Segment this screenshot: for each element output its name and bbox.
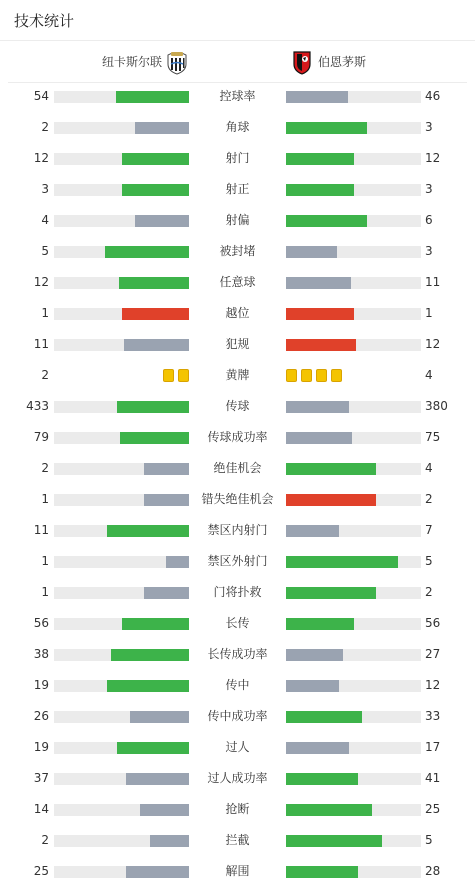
home-stat-bar-fill: [119, 277, 189, 289]
home-stat-bar-fill: [122, 308, 190, 320]
away-stat-bar: [286, 804, 421, 816]
home-value: 2: [41, 120, 49, 134]
stat-row: [0, 546, 475, 577]
away-stat-bar: [286, 184, 421, 196]
home-stat-bar: [54, 215, 189, 227]
stat-row: [0, 794, 475, 825]
away-value: 6: [425, 213, 433, 227]
home-value: 1: [41, 492, 49, 506]
away-value: 56: [425, 616, 441, 630]
away-stat-bar-fill: [286, 680, 339, 692]
yellow-card-icon: [316, 369, 327, 382]
page-title: 技术统计: [14, 11, 75, 30]
yellow-card-icon: [286, 369, 297, 382]
stat-label: 射门: [225, 151, 250, 165]
yellow-card-icon: [301, 369, 312, 382]
away-value: 3: [425, 182, 433, 196]
away-stat-bar-fill: [286, 122, 367, 134]
away-stat-bar-fill: [286, 835, 382, 847]
yellow-card-icon: [331, 369, 342, 382]
away-stat-bar-fill: [286, 184, 354, 196]
away-team[interactable]: [291, 41, 366, 82]
home-stat-bar: [54, 835, 189, 847]
stat-row: [0, 670, 475, 701]
home-stat-bar-fill: [135, 122, 189, 134]
home-stat-bar: [54, 339, 189, 351]
home-stat-bar: [54, 711, 189, 723]
home-value: 2: [41, 368, 49, 382]
bournemouth-crest-icon: [291, 49, 313, 75]
home-stat-bar-fill: [105, 246, 189, 258]
away-stat-bar: [286, 680, 421, 692]
home-stat-bar: [54, 556, 189, 568]
away-value: 25: [425, 802, 441, 816]
home-stat-bar-fill: [144, 463, 189, 475]
away-stat-bar-fill: [286, 525, 339, 537]
away-stat-bar-fill: [286, 742, 349, 754]
stat-label: 禁区内射门: [207, 523, 268, 537]
away-value: 4: [425, 461, 433, 475]
stat-row: [0, 515, 475, 546]
home-yellow-cards: [163, 369, 189, 382]
home-stat-bar: [54, 432, 189, 444]
home-value: 12: [33, 275, 49, 289]
home-value: 2: [41, 833, 49, 847]
stat-label: 抢断: [225, 802, 250, 816]
home-value: 79: [33, 430, 49, 444]
home-team-name: 纽卡斯尔联: [102, 55, 163, 69]
home-stat-bar-fill: [107, 680, 189, 692]
home-value: 12: [33, 151, 49, 165]
home-stat-bar-fill: [135, 215, 189, 227]
home-value: 19: [33, 678, 49, 692]
home-stat-bar: [54, 649, 189, 661]
stat-row: [0, 81, 475, 112]
stat-label: 错失绝佳机会: [201, 492, 274, 506]
home-value: 1: [41, 585, 49, 599]
stat-row: [0, 639, 475, 670]
away-value: 12: [425, 337, 441, 351]
stat-row: [0, 298, 475, 329]
home-stat-bar: [54, 494, 189, 506]
away-stat-bar-fill: [286, 804, 372, 816]
away-value: 17: [425, 740, 441, 754]
stat-row: [0, 608, 475, 639]
home-value: 4: [41, 213, 49, 227]
away-value: 27: [425, 647, 441, 661]
stat-label: 绝佳机会: [213, 461, 262, 475]
home-value: 2: [41, 461, 49, 475]
away-team-name: 伯恩茅斯: [318, 55, 367, 69]
home-stat-bar: [54, 773, 189, 785]
stat-row: [0, 174, 475, 205]
home-value: 433: [26, 399, 49, 413]
away-stat-bar: [286, 556, 421, 568]
away-stat-bar: [286, 773, 421, 785]
away-stat-bar: [286, 308, 421, 320]
yellow-card-icon: [178, 369, 189, 382]
stat-row: [0, 825, 475, 856]
home-stat-bar-fill: [130, 711, 189, 723]
home-value: 14: [33, 802, 49, 816]
home-stat-bar: [54, 525, 189, 537]
away-stat-bar: [286, 587, 421, 599]
stat-label: 射偏: [225, 213, 250, 227]
stat-label: 长传成功率: [207, 647, 268, 661]
stat-row: [0, 360, 475, 391]
home-stat-bar-fill: [122, 184, 190, 196]
away-value: 28: [425, 864, 441, 878]
home-stat-bar-fill: [122, 153, 190, 165]
home-stat-bar: [54, 308, 189, 320]
home-stat-bar: [54, 91, 189, 103]
home-stat-bar-fill: [124, 339, 189, 351]
stat-label: 禁区外射门: [207, 554, 268, 568]
home-value: 1: [41, 306, 49, 320]
home-stat-bar: [54, 866, 189, 878]
away-value: 12: [425, 151, 441, 165]
away-stat-bar: [286, 122, 421, 134]
away-value: 2: [425, 585, 433, 599]
home-stat-bar-fill: [122, 618, 190, 630]
home-value: 19: [33, 740, 49, 754]
away-stat-bar-fill: [286, 463, 376, 475]
home-stat-bar-fill: [144, 494, 189, 506]
away-value: 75: [425, 430, 441, 444]
stat-row: [0, 391, 475, 422]
away-stat-bar-fill: [286, 649, 343, 661]
home-stat-bar: [54, 587, 189, 599]
away-stat-bar-fill: [286, 91, 348, 103]
away-stat-bar-fill: [286, 153, 354, 165]
away-stat-bar-fill: [286, 432, 352, 444]
stat-row: [0, 267, 475, 298]
stat-label: 被封堵: [219, 244, 256, 258]
away-stat-bar-fill: [286, 339, 356, 351]
stat-label: 传球: [225, 399, 250, 413]
stat-label: 任意球: [219, 275, 256, 289]
home-stat-bar-fill: [120, 432, 189, 444]
stat-row: [0, 701, 475, 732]
away-stat-bar-fill: [286, 494, 376, 506]
away-stat-bar-fill: [286, 773, 358, 785]
away-value: 1: [425, 306, 433, 320]
away-stat-bar-fill: [286, 246, 337, 258]
stat-label: 传球成功率: [207, 430, 268, 444]
home-stat-bar-fill: [111, 649, 189, 661]
away-stat-bar-fill: [286, 866, 358, 878]
home-value: 54: [33, 89, 49, 103]
away-stat-bar-fill: [286, 556, 398, 568]
newcastle-crest-icon: [166, 49, 188, 75]
away-stat-bar: [286, 463, 421, 475]
stat-row: [0, 484, 475, 515]
away-stat-bar: [286, 835, 421, 847]
home-stat-bar: [54, 277, 189, 289]
yellow-card-icon: [163, 369, 174, 382]
home-stat-bar-fill: [107, 525, 189, 537]
home-stat-bar: [54, 804, 189, 816]
away-value: 3: [425, 120, 433, 134]
home-value: 37: [33, 771, 49, 785]
away-stat-bar: [286, 649, 421, 661]
stats-list: [0, 81, 475, 887]
away-stat-bar: [286, 711, 421, 723]
home-stat-bar: [54, 184, 189, 196]
stat-row: [0, 763, 475, 794]
away-value: 3: [425, 244, 433, 258]
home-stat-bar: [54, 246, 189, 258]
stat-label: 解围: [225, 864, 250, 878]
stat-row: [0, 236, 475, 267]
away-value: 2: [425, 492, 433, 506]
stat-label: 角球: [225, 120, 250, 134]
stat-label: 过人成功率: [207, 771, 268, 785]
stat-label: 拦截: [225, 833, 250, 847]
stat-row: [0, 577, 475, 608]
away-stat-bar-fill: [286, 401, 349, 413]
away-value: 7: [425, 523, 433, 537]
home-value: 5: [41, 244, 49, 258]
away-stat-bar: [286, 494, 421, 506]
home-stat-bar-fill: [140, 804, 189, 816]
away-stat-bar-fill: [286, 618, 354, 630]
stat-label: 犯规: [225, 337, 250, 351]
away-value: 11: [425, 275, 441, 289]
home-stat-bar-fill: [126, 773, 189, 785]
home-stat-bar: [54, 742, 189, 754]
away-value: 33: [425, 709, 441, 723]
home-value: 38: [33, 647, 49, 661]
away-stat-bar-fill: [286, 277, 351, 289]
away-value: 46: [425, 89, 441, 103]
stat-row: [0, 856, 475, 887]
stat-row: [0, 422, 475, 453]
stat-row: [0, 453, 475, 484]
home-value: 25: [33, 864, 49, 878]
stat-label: 过人: [225, 740, 250, 754]
home-stat-bar-fill: [150, 835, 189, 847]
home-stat-bar-fill: [166, 556, 189, 568]
home-stat-bar-fill: [117, 742, 189, 754]
stat-label: 长传: [225, 616, 250, 630]
away-stat-bar-fill: [286, 587, 376, 599]
away-stat-bar: [286, 91, 421, 103]
home-value: 3: [41, 182, 49, 196]
stat-label: 门将扑救: [213, 585, 262, 599]
stat-label: 控球率: [219, 89, 256, 103]
home-value: 1: [41, 554, 49, 568]
away-stat-bar: [286, 246, 421, 258]
stat-row: [0, 112, 475, 143]
stat-label: 射正: [225, 182, 250, 196]
stat-row: [0, 732, 475, 763]
away-yellow-cards: [286, 369, 342, 382]
home-value: 11: [33, 523, 49, 537]
stats-header: [0, 0, 475, 41]
away-value: 380: [425, 399, 448, 413]
away-value: 41: [425, 771, 441, 785]
home-stat-bar: [54, 680, 189, 692]
away-stat-bar-fill: [286, 308, 354, 320]
teams-bar: [8, 41, 467, 83]
stat-row: [0, 205, 475, 236]
home-stat-bar-fill: [126, 866, 189, 878]
away-stat-bar-fill: [286, 711, 362, 723]
home-stat-bar: [54, 618, 189, 630]
home-stat-bar: [54, 463, 189, 475]
away-stat-bar: [286, 339, 421, 351]
stat-row: [0, 329, 475, 360]
stat-label: 传中成功率: [207, 709, 268, 723]
home-stat-bar-fill: [144, 587, 189, 599]
home-stat-bar: [54, 153, 189, 165]
away-stat-bar: [286, 866, 421, 878]
stat-label: 传中: [225, 678, 250, 692]
away-stat-bar: [286, 525, 421, 537]
home-stat-bar: [54, 401, 189, 413]
away-stat-bar: [286, 742, 421, 754]
home-team[interactable]: [102, 41, 188, 82]
home-value: 11: [33, 337, 49, 351]
home-value: 56: [33, 616, 49, 630]
home-value: 26: [33, 709, 49, 723]
away-stat-bar-fill: [286, 215, 367, 227]
away-value: 12: [425, 678, 441, 692]
stat-row: [0, 143, 475, 174]
away-value: 5: [425, 554, 433, 568]
stat-label: 黄牌: [225, 368, 250, 382]
away-stat-bar: [286, 401, 421, 413]
away-stat-bar: [286, 432, 421, 444]
home-stat-bar: [54, 122, 189, 134]
home-stat-bar-fill: [116, 91, 189, 103]
away-value: 4: [425, 368, 433, 382]
away-value: 5: [425, 833, 433, 847]
away-stat-bar: [286, 215, 421, 227]
away-stat-bar: [286, 277, 421, 289]
away-stat-bar: [286, 618, 421, 630]
stat-label: 越位: [225, 306, 250, 320]
away-stat-bar: [286, 153, 421, 165]
home-stat-bar-fill: [117, 401, 189, 413]
